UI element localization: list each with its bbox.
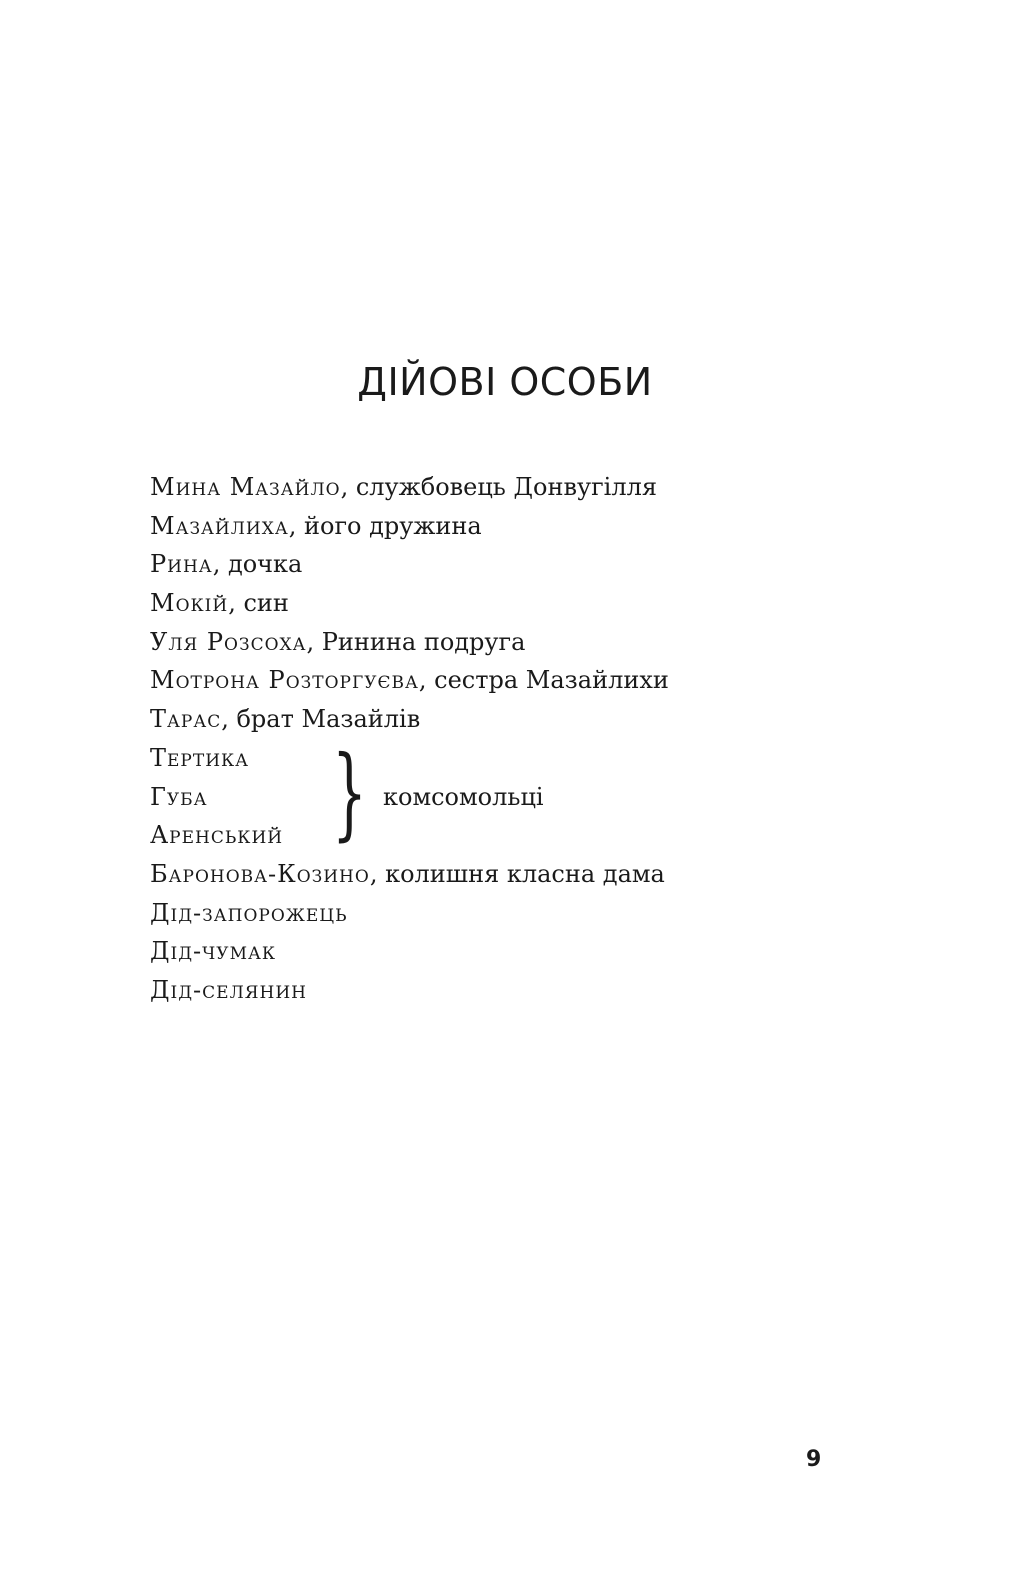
list-item: [150, 932, 669, 971]
page-number: 9: [806, 1447, 822, 1472]
list-item: [150, 545, 669, 584]
list-item: [150, 623, 669, 662]
character-desc: , колишня класна дама: [369, 859, 665, 888]
character-desc: , брат Мазайлів: [221, 705, 421, 734]
group-member: Губа: [150, 782, 208, 811]
character-name: Тарас: [150, 705, 222, 734]
group-member: Тертика: [150, 743, 250, 772]
list-item: [150, 855, 669, 894]
character-name: Уля Розсоха: [150, 627, 307, 656]
character-name: Рина: [150, 550, 213, 579]
list-item: [150, 971, 669, 1010]
character-desc: , службовець Донвугілля: [340, 473, 657, 501]
list-item: [150, 584, 669, 623]
group-member: Аренський: [150, 821, 284, 850]
character-name: Мина Мазайло: [150, 473, 341, 501]
character-name: Баронова-Козино: [150, 859, 370, 888]
list-item: [150, 468, 669, 507]
character-desc: , його дружина: [288, 511, 482, 540]
curly-brace-icon: }: [332, 733, 367, 851]
group-label: комсомольці: [383, 782, 544, 811]
character-desc: , Ринина подруга: [306, 627, 526, 656]
character-desc: , син: [228, 589, 289, 618]
character-desc: , сестра Мазайлихи: [418, 666, 669, 695]
character-name: Дід-запорожець: [150, 898, 348, 927]
character-name: Дід-селянин: [150, 975, 307, 1004]
list-item: [150, 700, 669, 739]
character-desc: , дочка: [212, 550, 303, 579]
komsomol-group: [150, 733, 669, 855]
character-name: Дід-чумак: [150, 937, 277, 966]
character-name: Мокій: [150, 589, 229, 618]
page-title: ДІЙОВІ ОСОБИ: [357, 360, 653, 404]
character-name: Мазайлиха: [150, 511, 289, 540]
character-name: Мотрона Розторгуєва: [150, 666, 419, 695]
cast-list: [150, 468, 669, 1010]
list-item: [150, 894, 669, 933]
list-item: [150, 661, 669, 700]
list-item: [150, 507, 669, 546]
